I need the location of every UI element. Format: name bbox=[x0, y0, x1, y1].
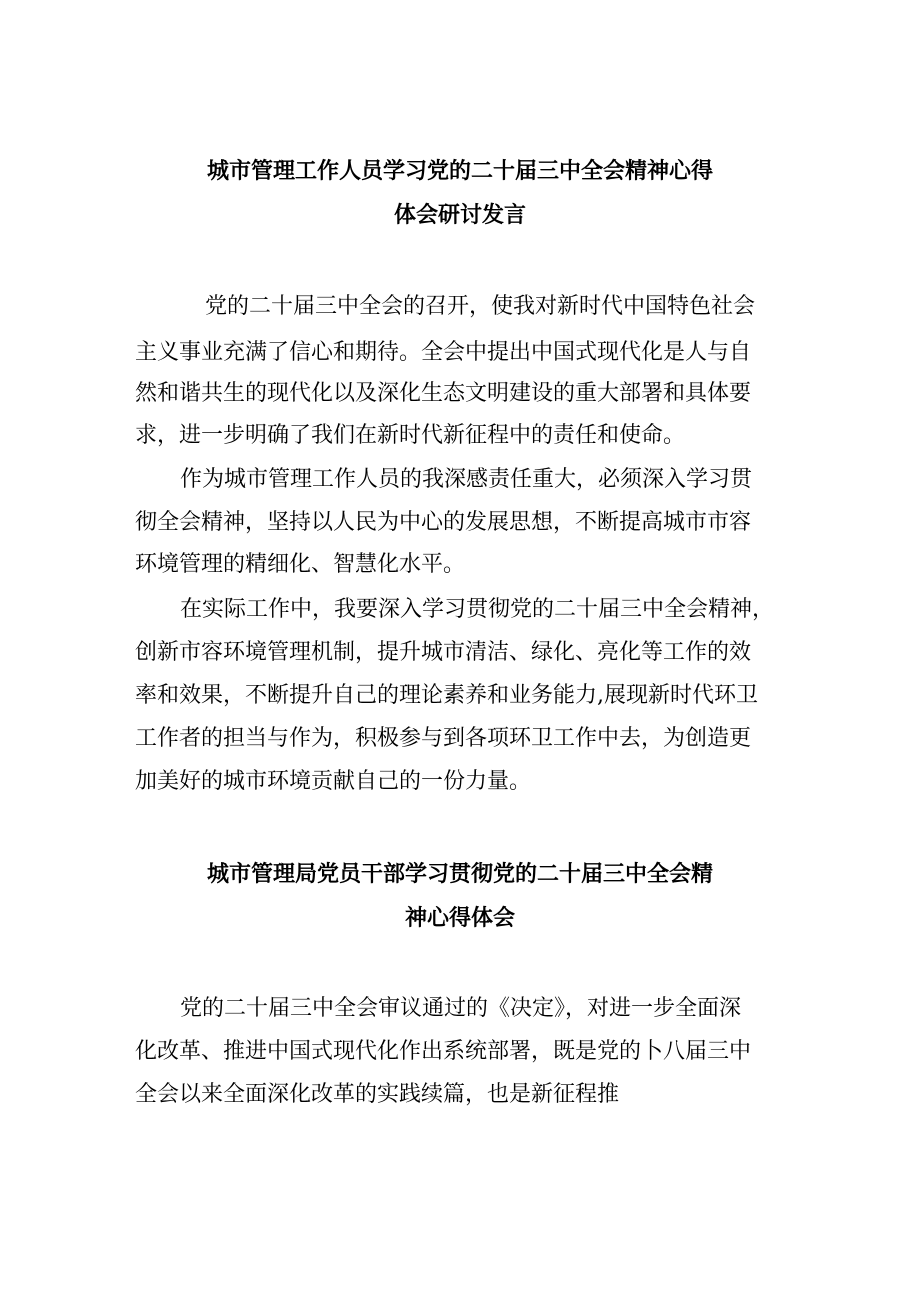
section1-paragraph2-line2: 彻全会精神，坚持以人民为中心的发展思想，不断提高城市市容 bbox=[135, 510, 752, 535]
section1-paragraph1-line3: 然和谐共生的现代化以及深化生态文明建设的重大部署和具体要 bbox=[135, 381, 752, 406]
section2-paragraph1-line1: 党的二十届三中全会审议通过的《决定》，对进一步全面深 bbox=[180, 996, 742, 1021]
section1-paragraph3-line1: 在实际工作中，我要深入学习贯彻党的二十届三中全会精神， bbox=[180, 597, 775, 622]
section1-paragraph3-line4: 工作者的担当与作为，积极参与到各项环卫工作中去，为创造更 bbox=[135, 726, 752, 751]
section1-paragraph2-line3: 环境管理的精细化、智慧化水平。 bbox=[135, 552, 466, 577]
section1-paragraph3-line5: 加美好的城市环境贡献自己的一份力量。 bbox=[135, 769, 532, 794]
section2-title-line2: 神心得体会 bbox=[404, 906, 515, 931]
section1-paragraph1-line4: 求，进一步明确了我们在新时代新征程中的责任和使命。 bbox=[135, 423, 686, 448]
section2-paragraph1-line3: 全会以来全面深化改革的实践续篇，也是新征程推 bbox=[135, 1082, 620, 1107]
section2-title-line1: 城市管理局党员干部学习贯彻党的二十届三中全会精 bbox=[206, 862, 713, 887]
section1-title-line1: 城市管理工作人员学习党的二十届三中全会精神心得 bbox=[206, 159, 713, 184]
section2-paragraph1-line2: 化改革、推进中国式现代化作出系统部署，既是党的卜八届三中 bbox=[135, 1039, 752, 1064]
section1-paragraph2-line1: 作为城市管理工作人员的我深感责任重大，必须深入学习贯 bbox=[180, 467, 753, 492]
section1-paragraph1-line1: 党的二十届三中全会的召开，使我对新时代中国特色社会 bbox=[205, 294, 756, 319]
section1-paragraph3-line3: 率和效果，不断提升自己的理论素养和业务能力,展现新时代环卫 bbox=[135, 683, 758, 708]
section1-paragraph1-line2: 主义事业充满了信心和期待。全会中提出中国式现代化是人与自 bbox=[135, 340, 752, 365]
section1-title-line2: 体会研讨发言 bbox=[393, 203, 526, 228]
section1-paragraph3-line2: 创新市容环境管理机制，提升城市清洁、绿化、亮化等工作的效 bbox=[135, 640, 752, 665]
